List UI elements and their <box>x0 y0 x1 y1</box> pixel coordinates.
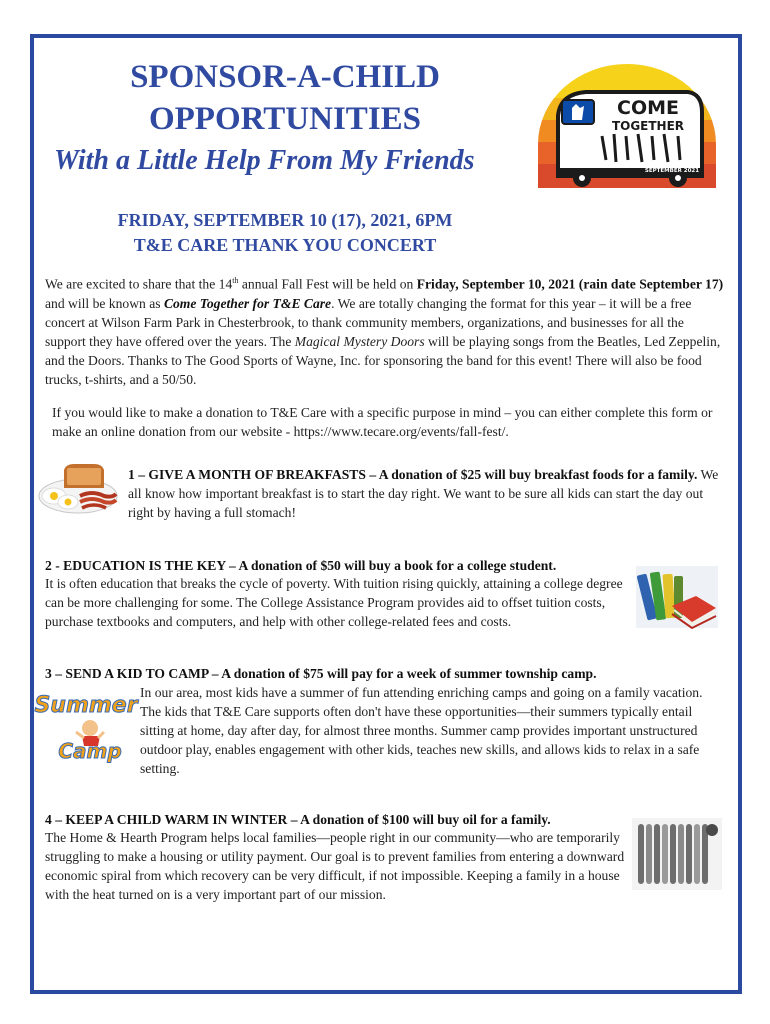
opportunity-2-heading: 2 - EDUCATION IS THE KEY – A donation of $50 will buy a book for a college student. <box>45 558 557 573</box>
page-title-line2: OPPORTUNITIES <box>148 101 422 137</box>
logo-date: SEPTEMBER 2021 <box>644 168 700 174</box>
radiator-image <box>632 818 722 890</box>
intro-paragraph: We are excited to share that the 14th annual Fall Fest will be held on Friday, September 10, 2021 (rain date September 17) and will be known as Come Together for T&E Care. We are totally changing the format for this year – it will be a free concert at Wilson Farm Park in Chesterbrook, to thank community members, organizations, and businesses for all the support they have offered over the years. The Magical Mystery Doors will be playing songs from the Beatles, Led Zeppelin, and the Doors. Thanks to The Good Sports of Wayne, Inc. for sponsoring the band for this event! There will also be food trucks, t-shirts, and a 50/50. <box>45 276 724 387</box>
opportunity-3-heading: 3 – SEND A KID TO CAMP – A donation of $75 will pay for a week of summer township camp. <box>45 666 597 681</box>
opportunity-1-text: We all know how important breakfast is to start the day right. We want to be sure all kids can start the day out right by having a full stomach! <box>128 467 719 520</box>
opportunity-1-heading: 1 – GIVE A MONTH OF BREAKFASTS – A donation of $25 will buy breakfast foods for a family. <box>128 467 698 482</box>
opportunity-3-text: In our area, most kids have a summer of fun attending enriching camps and going on a family vacation. The kids that T&E Care supports often don't have these opportunities—their summers typically entail sitting at home, day after day, for almost three months. Summer camp provides important unstructured outdoor play, enables engagement with other kids, teaches new skills, and allows kids to relax in a safe setting. <box>140 685 703 776</box>
breakfast-image <box>38 462 122 516</box>
books-image <box>636 566 718 628</box>
logo-come: COME <box>617 97 679 119</box>
page-title-line1: SPONSOR-A-CHILD <box>130 59 440 95</box>
page-subtitle: With a Little Help From My Friends <box>54 145 475 176</box>
come-together-logo <box>536 64 718 188</box>
summer-camp-image <box>34 686 138 764</box>
opportunity-1 <box>128 465 720 522</box>
summer-camp-word2: Camp <box>58 739 122 763</box>
logo-together: TOGETHER <box>611 119 685 133</box>
event-name: T&E CARE THANK YOU CONCERT <box>133 235 437 255</box>
donation-intro: If you would like to make a donation to T&E Care with a specific purpose in mind – you can either complete this form or make an online donation from our website - https://www.tecare.org/events/fall-fest/. <box>52 405 713 439</box>
event-date: FRIDAY, SEPTEMBER 10 (17), 2021, 6PM <box>117 210 453 230</box>
summer-camp-word1: Summer <box>34 693 138 718</box>
opportunity-4-heading: 4 – KEEP A CHILD WARM IN WINTER – A donation of $100 will buy oil for a family. <box>45 812 551 827</box>
opportunity-4-text: The Home & Hearth Program helps local families—people right in our community—who are temporarily struggling to make a housing or utility payment. Our goal is to prevent families from entering a downward economic spiral from which recovery can be very difficult, if not impossible. Keeping a family in a house with the heat turned on is a very important part of our mission. <box>45 830 625 902</box>
opportunity-2-text: It is often education that breaks the cycle of poverty. With tuition rising quickly, attaining a college degree can be more challenging for some. The College Assistance Program provides aid to offset tuition costs, purchase textbooks and computers, and help with other college-related fees and costs. <box>45 576 623 629</box>
